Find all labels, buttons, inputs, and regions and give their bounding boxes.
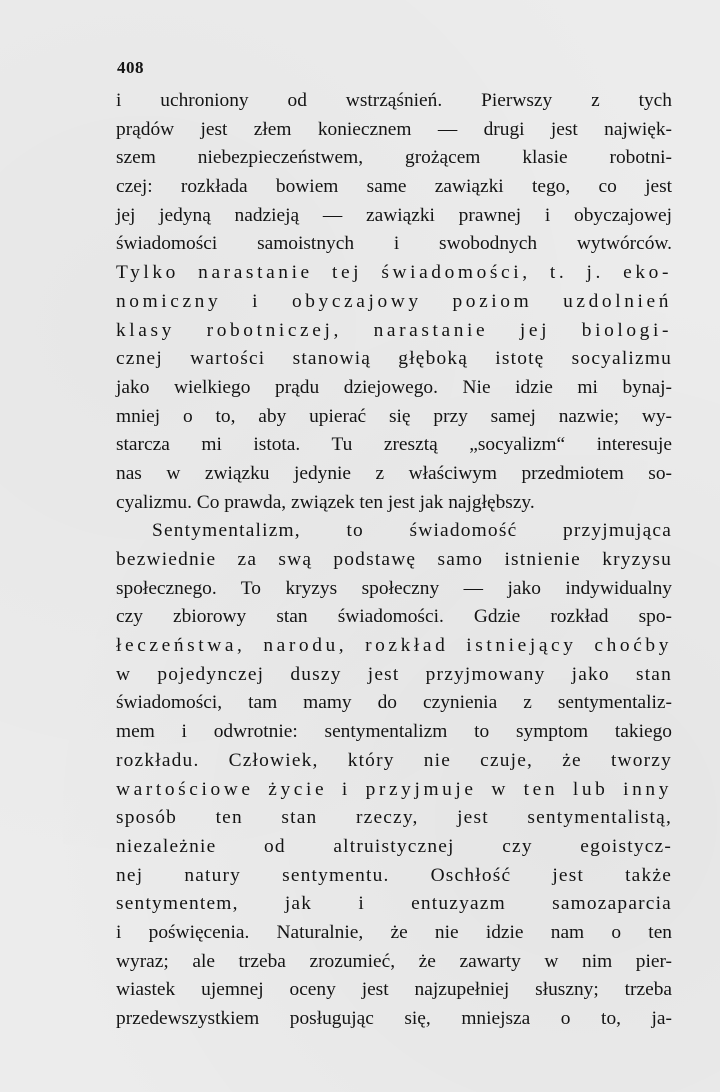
- text-line: rozkładu. Człowiek, który nie czuje, że tworzy: [116, 749, 672, 771]
- text-line: nomiczny i obyczajowy poziom uzdolnień: [116, 290, 672, 312]
- text-line: łeczeństwa, narodu, rozkład istniejący choćby: [116, 635, 672, 657]
- text-line: klasy robotniczej, narastanie jej biologi-: [116, 319, 672, 341]
- text-line: Sentymentalizm, to świadomość przyjmująca: [152, 520, 672, 542]
- text-line: bezwiednie za swą podstawę samo istnienie kryzysu: [116, 549, 672, 570]
- text-line: prądów jest złem koniecznem — drugi jest najwięk-: [116, 118, 672, 140]
- text-line: świadomości, tam mamy do czynienia z sentymentaliz-: [116, 692, 672, 714]
- text-line: wartościowe życie i przyjmuje w ten lub inny: [116, 778, 672, 800]
- text-line: czej: rozkłada bowiem same zawiązki tego, co jest: [116, 176, 672, 198]
- text-line: w pojedynczej duszy jest przyjmowany jako stan: [116, 663, 672, 685]
- page-number: 408: [117, 58, 144, 77]
- text-line: społecznego. To kryzys społeczny — jako indywidualny: [116, 577, 672, 599]
- text-line: nej natury sentymentu. Oschłość jest także: [116, 864, 672, 886]
- text-line: przedewszystkiem posługując się, mniejsza o to, ja-: [116, 1008, 672, 1029]
- text-line: wiastek ujemnej oceny jest najzupełniej słuszny; trzeba: [116, 979, 672, 1001]
- text-line: cznej wartości stanowią głęboką istotę socyalizmu: [116, 348, 672, 370]
- text-line: i uchroniony od wstrząśnień. Pierwszy z tych: [116, 90, 672, 111]
- text-line: jako wielkiego prądu dziejowego. Nie idzie mi bynaj-: [116, 376, 672, 398]
- text-line: czy zbiorowy stan świadomości. Gdzie rozkład spo-: [116, 606, 672, 628]
- text-line: starcza mi istota. Tu zresztą „socyalizm“ interesuje: [116, 434, 672, 456]
- text-line: świadomości samoistnych i swobodnych wytwórców.: [116, 233, 672, 255]
- text-line: cyalizmu. Co prawda, związek ten jest jak najgłębszy.: [116, 491, 535, 513]
- text-line: nas w związku jedynie z właściwym przedmiotem so-: [116, 462, 672, 484]
- text-line: mniej o to, aby upierać się przy samej nazwie; wy-: [116, 405, 672, 427]
- text-line: mem i odwrotnie: sentymentalizm to symptom takiego: [116, 721, 672, 743]
- text-line: wyraz; ale trzeba zrozumieć, że zawarty w nim pier-: [116, 950, 672, 972]
- text-line: jej jedyną nadzieją — zawiązki prawnej i obyczajowej: [116, 204, 672, 226]
- text-line: szem niebezpieczeństwem, grożącem klasie robotni-: [116, 147, 672, 169]
- body-text: [116, 87, 672, 1034]
- text-line: sentymentem, jak i entuzyazm samozaparcia: [116, 893, 672, 915]
- text-line: i poświęcenia. Naturalnie, że nie idzie nam o ten: [116, 921, 672, 943]
- text-line: Tylko narastanie tej świadomości, t. j. eko-: [116, 262, 672, 284]
- text-line: sposób ten stan rzeczy, jest sentymentalistą,: [116, 807, 672, 829]
- text-line: niezależnie od altruistycznej czy egoistycz-: [116, 835, 672, 857]
